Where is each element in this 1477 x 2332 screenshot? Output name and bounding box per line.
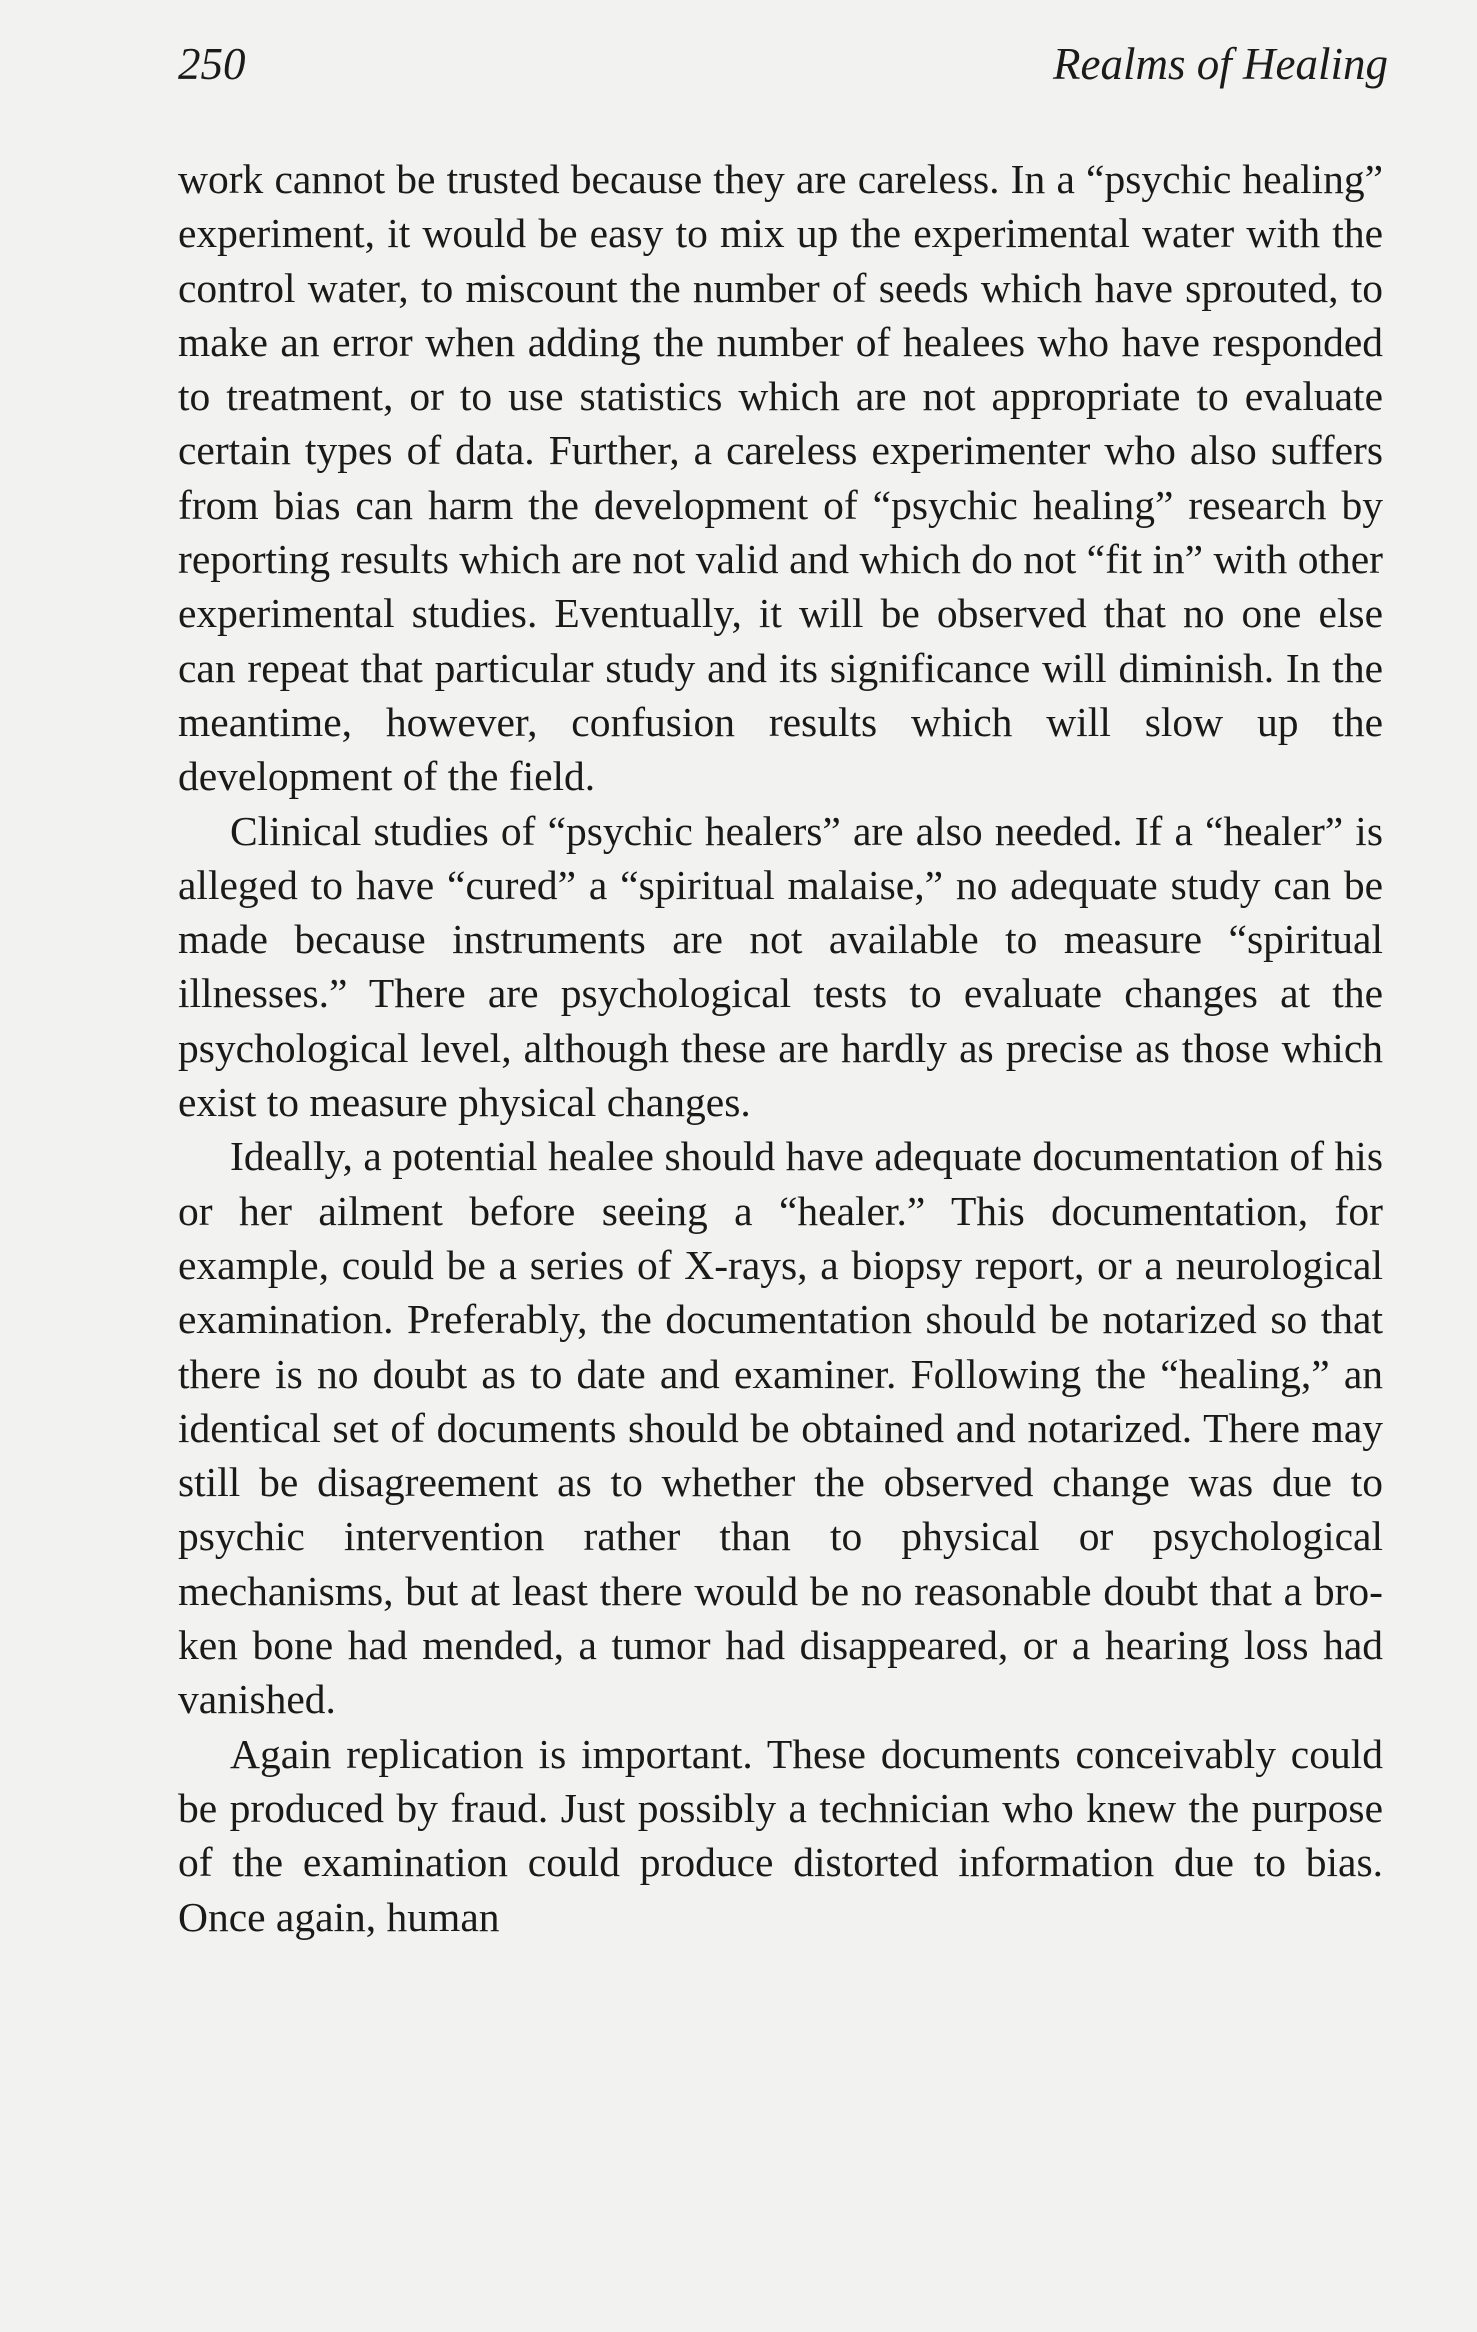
body-text — [178, 152, 1383, 1944]
paragraph-3: Ideally, a potential healee should have adequate documentation of his or her ailment before seeing a “healer.” This documentation, for example, could be a series of X-rays, a biopsy report, or a neurological examination. Preferably, the documentation should be notarized so that there is no doubt as to date and examiner. Following the “healing,” an identical set of documents should be obtained and notarized. There may still be disagreement as to whether the observed change was due to psychic intervention rather than to physical or psychological mechanisms, but at least there would be no reasonable doubt that a broken bone had mended, a tumor had disappeared, or a hearing loss had vanished. — [178, 1133, 1383, 1723]
running-head — [178, 38, 1388, 108]
paragraph-4: Again replication is important. These documents conceivably could be produced by fraud. Just possibly a technician who knew the purpose of the examination could produce distorted information due to bias. Once again, human — [178, 1730, 1383, 1940]
paragraph-1: work cannot be trusted because they are careless. In a “psychic healing” experiment, it would be easy to mix up the experimental water with the control water, to miscount the number of seeds which have sprouted, to make an error when adding the number of healees who have responded to treatment, or to use statistics which are not appropriate to evaluate certain types of data. Further, a careless experimenter who also suffers from bias can harm the development of “psychic healing” research by reporting results which are not valid and which do not “fit in” with other experimental studies. Eventually, it will be observed that no one else can repeat that particular study and its significance will diminish. In the meantime, however, confusion results which will slow up the development of the field. — [178, 156, 1383, 800]
book-title: Realms of Healing — [1053, 39, 1388, 89]
page-number: 250 — [178, 39, 246, 89]
paragraph-2: Clinical studies of “psychic healers” are also needed. If a “healer” is alleged to have “cured” a “spiritual malaise,” no adequate study can be made because instruments are not available to measure “spiritual illnesses.” There are psychological tests to evaluate changes at the psychological level, although these are hardly as precise as those which exist to measure physical changes. — [178, 807, 1383, 1126]
